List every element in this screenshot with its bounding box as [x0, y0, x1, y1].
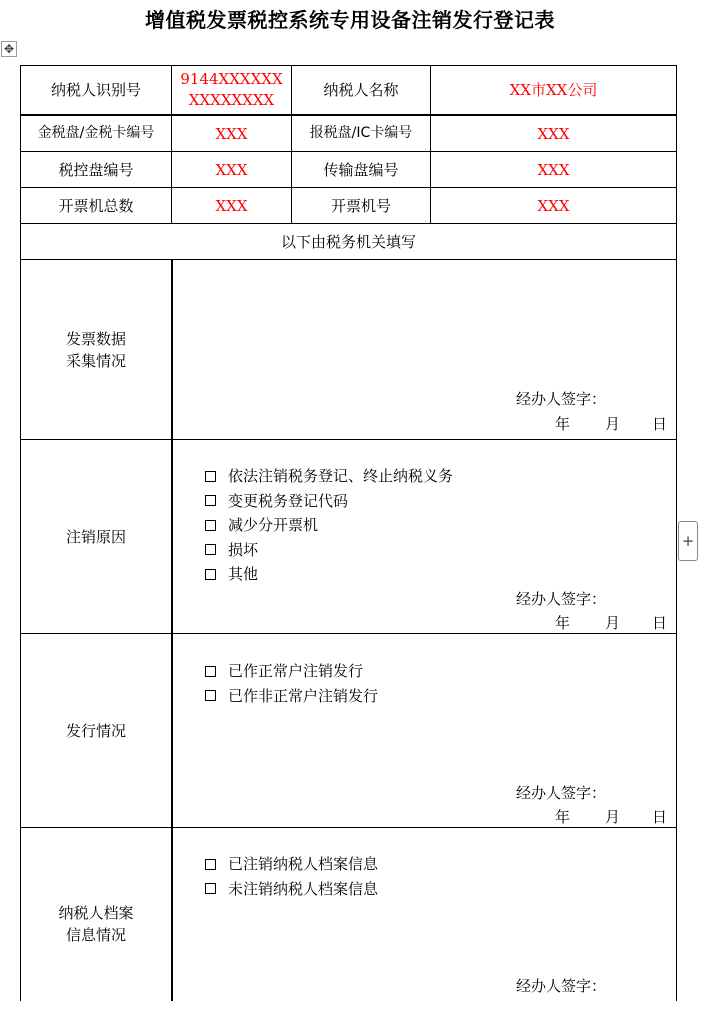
signature-label: 经办人签字： [516, 784, 607, 802]
date-day: 日 [652, 808, 668, 826]
date-day: 日 [652, 614, 668, 632]
option-label: 已注销纳税人档案信息 [228, 855, 379, 874]
archive-label-line1: 纳税人档案 [58, 904, 134, 922]
golden-disk-value: XXX [215, 124, 248, 143]
issuance-options [205, 659, 378, 708]
transfer-disk-label: 传输盘编号 [323, 160, 399, 179]
option-damaged[interactable] [205, 538, 453, 563]
option-label: 未注销纳税人档案信息 [228, 879, 379, 898]
archive-label-line2: 信息情况 [65, 926, 126, 944]
date-year: 年 [555, 415, 571, 433]
checkbox[interactable] [205, 883, 216, 894]
date-month: 月 [605, 415, 621, 433]
report-disk-label: 报税盘/IC卡编号 [309, 125, 413, 141]
checkbox[interactable] [205, 859, 216, 870]
control-disk-value: XXX [215, 160, 248, 179]
date-year: 年 [555, 614, 571, 632]
report-disk-value: XXX [537, 124, 570, 143]
golden-disk-label: 金税盘/金税卡编号 [37, 125, 155, 141]
option-archive-not-cancelled[interactable] [205, 877, 378, 902]
date-month: 月 [605, 614, 621, 632]
issuance-label: 发行情况 [65, 721, 126, 740]
date-month: 月 [605, 808, 621, 826]
invoice-data-label [21, 260, 171, 439]
option-change-code[interactable] [205, 489, 453, 514]
option-label: 损坏 [228, 540, 259, 559]
option-label: 变更税务登记代码 [228, 491, 349, 510]
option-other[interactable] [205, 562, 453, 587]
signature-label: 经办人签字： [516, 390, 607, 408]
plus-icon: + [681, 532, 695, 550]
checkbox[interactable] [205, 471, 216, 482]
taxpayer-id-value-line2: XXXXXXXX [188, 91, 275, 109]
option-label: 已作非正常户注销发行 [228, 686, 379, 705]
option-label: 其他 [228, 565, 259, 584]
date-year: 年 [555, 808, 571, 826]
transfer-disk-value: XXX [537, 160, 570, 179]
machine-no-value: XXX [537, 196, 570, 215]
taxpayer-name-label: 纳税人名称 [323, 81, 399, 99]
table-border-right [676, 65, 677, 1001]
taxpayer-id-label: 纳税人识别号 [50, 81, 141, 99]
option-label: 减少分开票机 [228, 516, 319, 535]
machine-no-label: 开票机号 [330, 196, 391, 215]
machine-total-value: XXX [215, 196, 248, 215]
option-terminate[interactable] [205, 464, 453, 489]
option-reduce-machine[interactable] [205, 513, 453, 538]
checkbox[interactable] [205, 666, 216, 677]
invoice-data-label-line1: 发票数据 [65, 329, 126, 348]
cancel-reason-options [205, 464, 453, 587]
machine-total-label: 开票机总数 [58, 196, 134, 215]
archive-label [21, 828, 171, 1028]
signature-label: 经办人签字： [516, 977, 607, 995]
option-label: 依法注销税务登记、终止纳税义务 [228, 467, 454, 486]
move-icon: ✥ [3, 42, 15, 56]
option-label: 已作正常户注销发行 [228, 662, 364, 681]
control-disk-label: 税控盘编号 [58, 160, 134, 179]
tax-office-note: 以下由税务机关填写 [280, 232, 416, 251]
checkbox[interactable] [205, 690, 216, 701]
cancel-reason-label: 注销原因 [65, 527, 126, 546]
signature-label: 经办人签字： [516, 590, 607, 608]
checkbox[interactable] [205, 569, 216, 580]
checkbox[interactable] [205, 544, 216, 555]
option-normal-cancel[interactable] [205, 659, 378, 684]
archive-options [205, 852, 378, 901]
taxpayer-id-value [172, 66, 291, 114]
option-archive-cancelled[interactable] [205, 852, 378, 877]
date-day: 日 [652, 415, 668, 433]
taxpayer-name-value: XX市XX公司 [509, 81, 598, 99]
checkbox[interactable] [205, 495, 216, 506]
checkbox[interactable] [205, 520, 216, 531]
taxpayer-id-value-line1: 9144XXXXXX [180, 70, 283, 88]
option-abnormal-cancel[interactable] [205, 684, 378, 709]
form-title: 增值税发票税控系统专用设备注销发行登记表 [145, 8, 555, 32]
column-divider [171, 259, 173, 1001]
invoice-data-label-line2: 采集情况 [65, 351, 126, 370]
